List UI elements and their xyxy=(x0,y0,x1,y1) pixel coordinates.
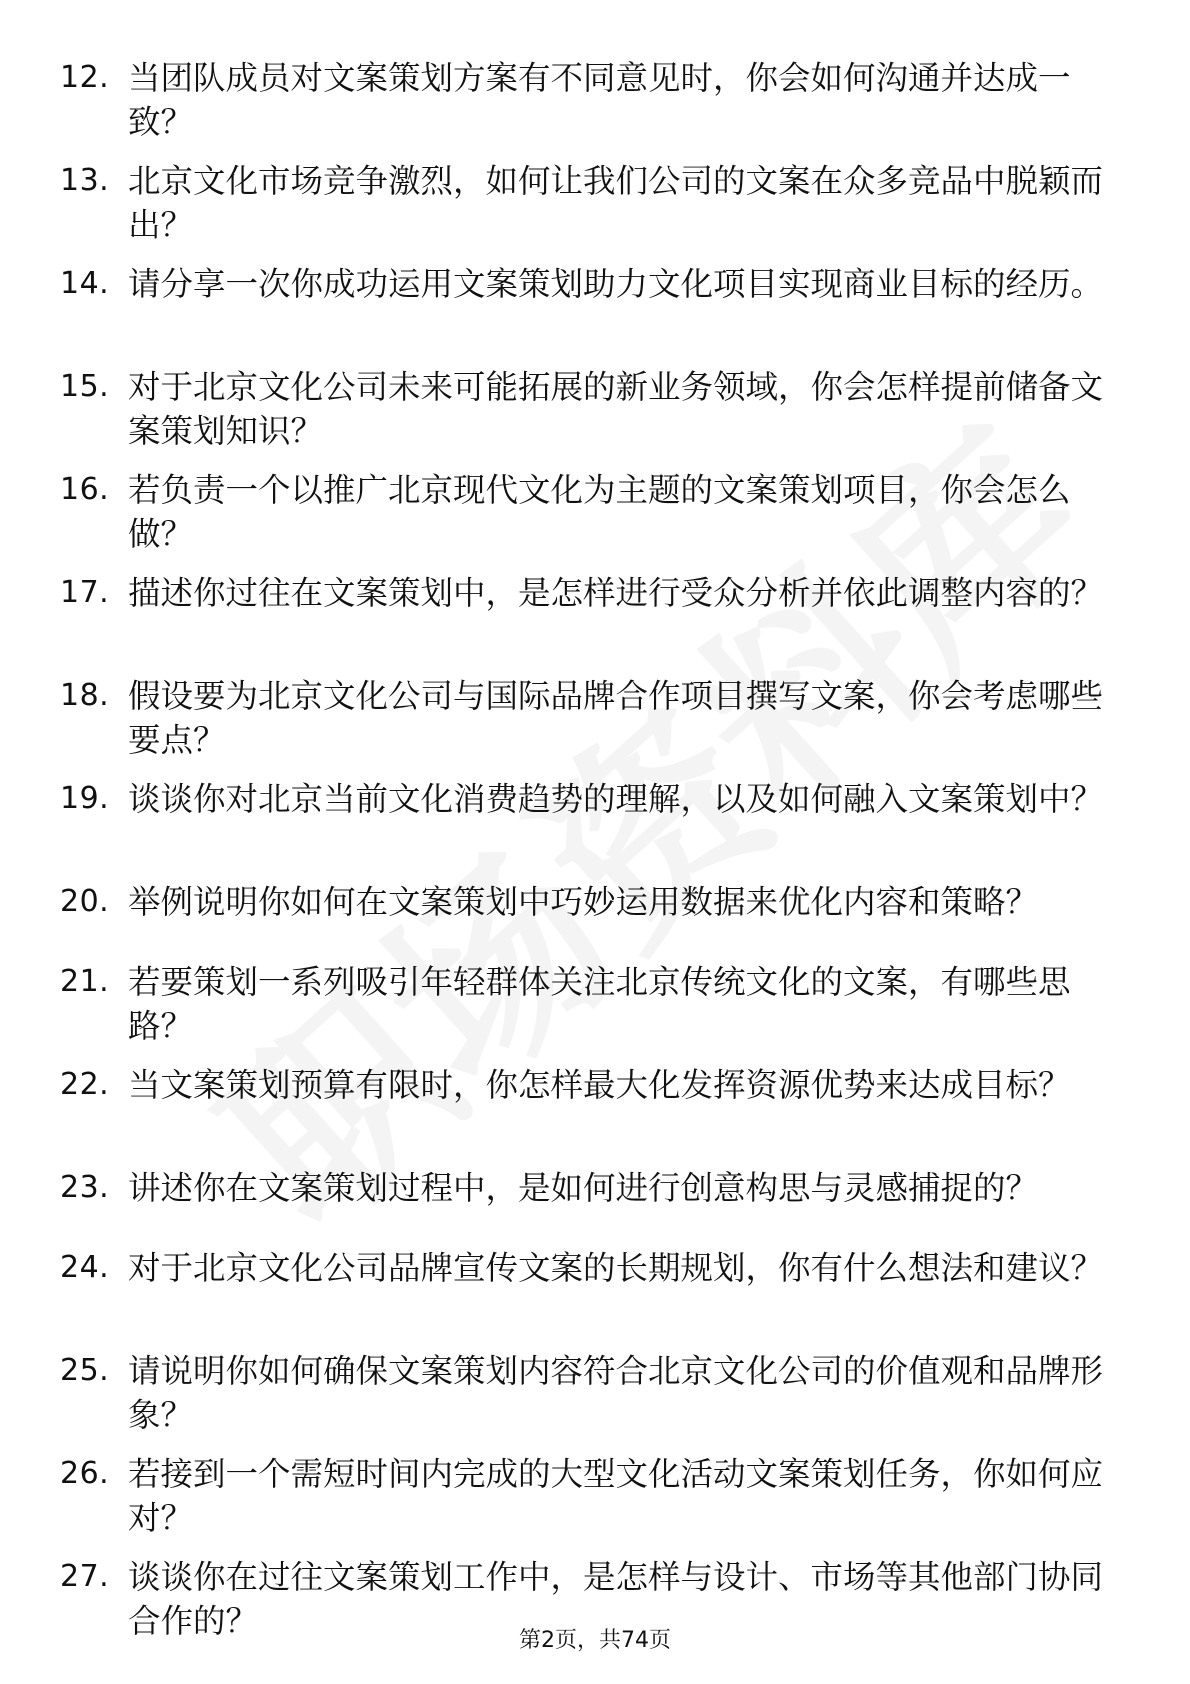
question-text: 谈谈你在过往文案策划工作中，是怎样与设计、市场等其他部门协同合作的？ xyxy=(128,1558,1104,1640)
question-item-12 xyxy=(0,56,1190,159)
question-number: 19. xyxy=(60,781,110,816)
question-number: 14. xyxy=(60,266,110,301)
question-text: 北京文化市场竞争激烈，如何让我们公司的文案在众多竞品中脱颖而出？ xyxy=(128,162,1104,244)
question-text: 请说明你如何确保文案策划内容符合北京文化公司的价值观和品牌形象？ xyxy=(128,1352,1104,1434)
question-item-20 xyxy=(0,880,1190,960)
question-text: 当文案策划预算有限时，你怎样最大化发挥资源优势来达成目标？ xyxy=(128,1066,1071,1104)
question-number: 25. xyxy=(60,1353,110,1388)
question-number: 26. xyxy=(60,1456,110,1491)
question-text: 对于北京文化公司品牌宣传文案的长期规划，你有什么想法和建议？ xyxy=(128,1249,1104,1287)
question-list xyxy=(0,56,1190,1658)
question-text: 若负责一个以推广北京现代文化为主题的文案策划项目，你会怎么做？ xyxy=(128,471,1071,553)
question-number: 24. xyxy=(60,1250,110,1285)
page-footer: 第2页，共74页 xyxy=(519,1628,671,1653)
question-number: 18. xyxy=(60,678,110,713)
question-item-26 xyxy=(0,1452,1190,1555)
question-text: 假设要为北京文化公司与国际品牌合作项目撰写文案，你会考虑哪些要点？ xyxy=(128,677,1104,759)
question-item-15 xyxy=(0,365,1190,468)
question-item-13 xyxy=(0,159,1190,262)
question-text: 描述你过往在文案策划中，是怎样进行受众分析并依此调整内容的？ xyxy=(128,574,1104,612)
question-number: 27. xyxy=(60,1559,110,1594)
question-number: 12. xyxy=(60,60,110,95)
question-number: 22. xyxy=(60,1067,110,1102)
question-text: 当团队成员对文案策划方案有不同意见时，你会如何沟通并达成一致？ xyxy=(128,59,1071,141)
question-text: 若要策划一系列吸引年轻群体关注北京传统文化的文案，有哪些思路？ xyxy=(128,963,1071,1045)
question-text: 对于北京文化公司未来可能拓展的新业务领域，你会怎样提前储备文案策划知识？ xyxy=(128,368,1104,450)
question-item-23 xyxy=(0,1166,1190,1246)
question-number: 21. xyxy=(60,964,110,999)
question-text: 请分享一次你成功运用文案策划助力文化项目实现商业目标的经历。 xyxy=(128,265,1104,303)
question-item-22 xyxy=(0,1063,1190,1166)
question-item-18 xyxy=(0,674,1190,777)
question-item-14 xyxy=(0,262,1190,365)
question-text: 谈谈你对北京当前文化消费趋势的理解，以及如何融入文案策划中？ xyxy=(128,780,1104,818)
question-number: 17. xyxy=(60,575,110,610)
question-number: 13. xyxy=(60,163,110,198)
question-number: 16. xyxy=(60,472,110,507)
question-item-24 xyxy=(0,1246,1190,1349)
question-item-17 xyxy=(0,571,1190,674)
question-number: 23. xyxy=(60,1170,110,1205)
question-text: 若接到一个需短时间内完成的大型文化活动文案策划任务，你如何应对？ xyxy=(128,1455,1104,1537)
question-number: 15. xyxy=(60,369,110,404)
question-text: 举例说明你如何在文案策划中巧妙运用数据来优化内容和策略？ xyxy=(128,883,1039,921)
question-item-25 xyxy=(0,1349,1190,1452)
question-text: 讲述你在文案策划过程中，是如何进行创意构思与灵感捕捉的？ xyxy=(128,1169,1039,1207)
question-number: 20. xyxy=(60,884,110,919)
question-item-16 xyxy=(0,468,1190,571)
question-item-19 xyxy=(0,777,1190,880)
question-item-21 xyxy=(0,960,1190,1063)
